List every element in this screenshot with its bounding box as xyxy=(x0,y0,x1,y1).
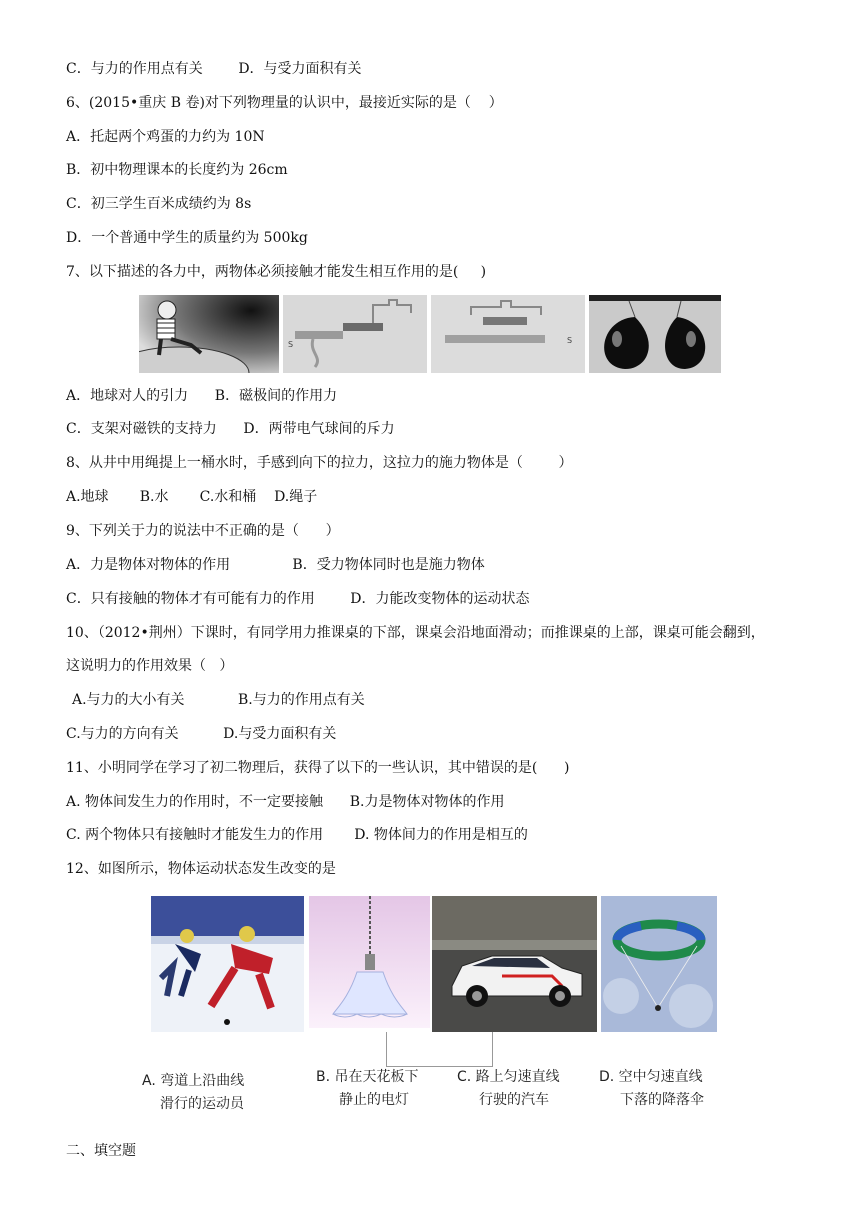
q12-figure-parachute xyxy=(601,896,717,1032)
q12-caption-a-line2: 滑行的运动员 xyxy=(160,1096,244,1112)
q7-stem: 7、以下描述的各力中，两物体必须接触才能发生相互作用的是( ) xyxy=(66,264,487,280)
q5-options-cd: C．与力的作用点有关 D．与受力面积有关 xyxy=(66,61,362,77)
q12-figure-speed-skaters xyxy=(151,896,304,1032)
q12-caption-c-line1: C. 路上匀速直线 xyxy=(457,1069,560,1085)
q12-figure-car xyxy=(432,896,597,1032)
q7-options-ab: A．地球对人的引力 B．磁极间的作用力 xyxy=(66,388,338,404)
q9-options-ab: A．力是物体对物体的作用 B．受力物体同时也是施力物体 xyxy=(66,557,485,573)
s-label-left: S xyxy=(288,340,294,349)
q10-options-ab: A.与力的大小有关 B.与力的作用点有关 xyxy=(72,692,365,708)
q10-stem-line2: 这说明力的作用效果（ ） xyxy=(66,658,234,674)
s-label-right: S xyxy=(567,336,573,345)
section-heading-fill-in: 二、填空题 xyxy=(66,1143,136,1159)
q10-stem-line1: 10、（2012•荆州）下课时，有同学用力推课桌的下部，课桌会沿地面滑动；而推课桌的上部，课桌可能会翻到， xyxy=(66,625,765,641)
q12-caption-a-line1: A. 弯道上沿曲线 xyxy=(142,1073,245,1089)
q6-stem: 6、(2015•重庆 B 卷)对下列物理量的认识中，最接近实际的是（ ） xyxy=(66,95,503,111)
blank-box xyxy=(386,1032,493,1067)
q9-stem: 9、下列关于力的说法中不正确的是（ ） xyxy=(66,523,340,539)
q6-option-a: A．托起两个鸡蛋的力约为 10N xyxy=(66,129,265,145)
q6-option-c: C．初三学生百米成绩约为 8s xyxy=(66,196,252,212)
q12-caption-b-line1: B. 吊在天花板下 xyxy=(316,1069,419,1085)
q11-stem: 11、小明同学在学习了初二物理后，获得了以下的一些认识，其中错误的是( ) xyxy=(66,760,570,776)
q9-options-cd: C．只有接触的物体才有可能有力的作用 D．力能改变物体的运动状态 xyxy=(66,591,530,607)
q11-options-cd: C. 两个物体只有接触时才能发生力的作用 D. 物体间力的作用是相互的 xyxy=(66,827,528,843)
q6-option-b: B．初中物理课本的长度约为 26cm xyxy=(66,162,288,178)
q12-stem: 12、如图所示，物体运动状态发生改变的是 xyxy=(66,861,336,877)
q7-figure-magnets-attract xyxy=(283,295,427,373)
q12-caption-b-line2: 静止的电灯 xyxy=(339,1092,409,1108)
q8-stem: 8、从井中用绳提上一桶水时，手感到向下的拉力，这拉力的施力物体是（ ） xyxy=(66,455,573,471)
q10-options-cd: C.与力的方向有关 D.与受力面积有关 xyxy=(66,726,337,742)
q7-figure-boy-on-earth xyxy=(139,295,279,373)
q7-options-cd: C．支架对磁铁的支持力 D．两带电气球间的斥力 xyxy=(66,421,395,437)
q7-figure-charged-balloons xyxy=(589,295,721,373)
q11-options-ab: A. 物体间发生力的作用时，不一定要接触 B.力是物体对物体的作用 xyxy=(66,794,505,810)
q7-figure-magnets-repel xyxy=(431,295,585,373)
q6-option-d: D．一个普通中学生的质量约为 500kg xyxy=(66,230,308,246)
q12-caption-c-line2: 行驶的汽车 xyxy=(479,1092,549,1108)
q12-caption-d-line1: D. 空中匀速直线 xyxy=(599,1069,703,1085)
q8-options: A.地球 B.水 C.水和桶 D.绳子 xyxy=(66,489,318,505)
q12-caption-d-line2: 下落的降落伞 xyxy=(620,1092,704,1108)
q12-figure-ceiling-lamp xyxy=(309,896,430,1028)
